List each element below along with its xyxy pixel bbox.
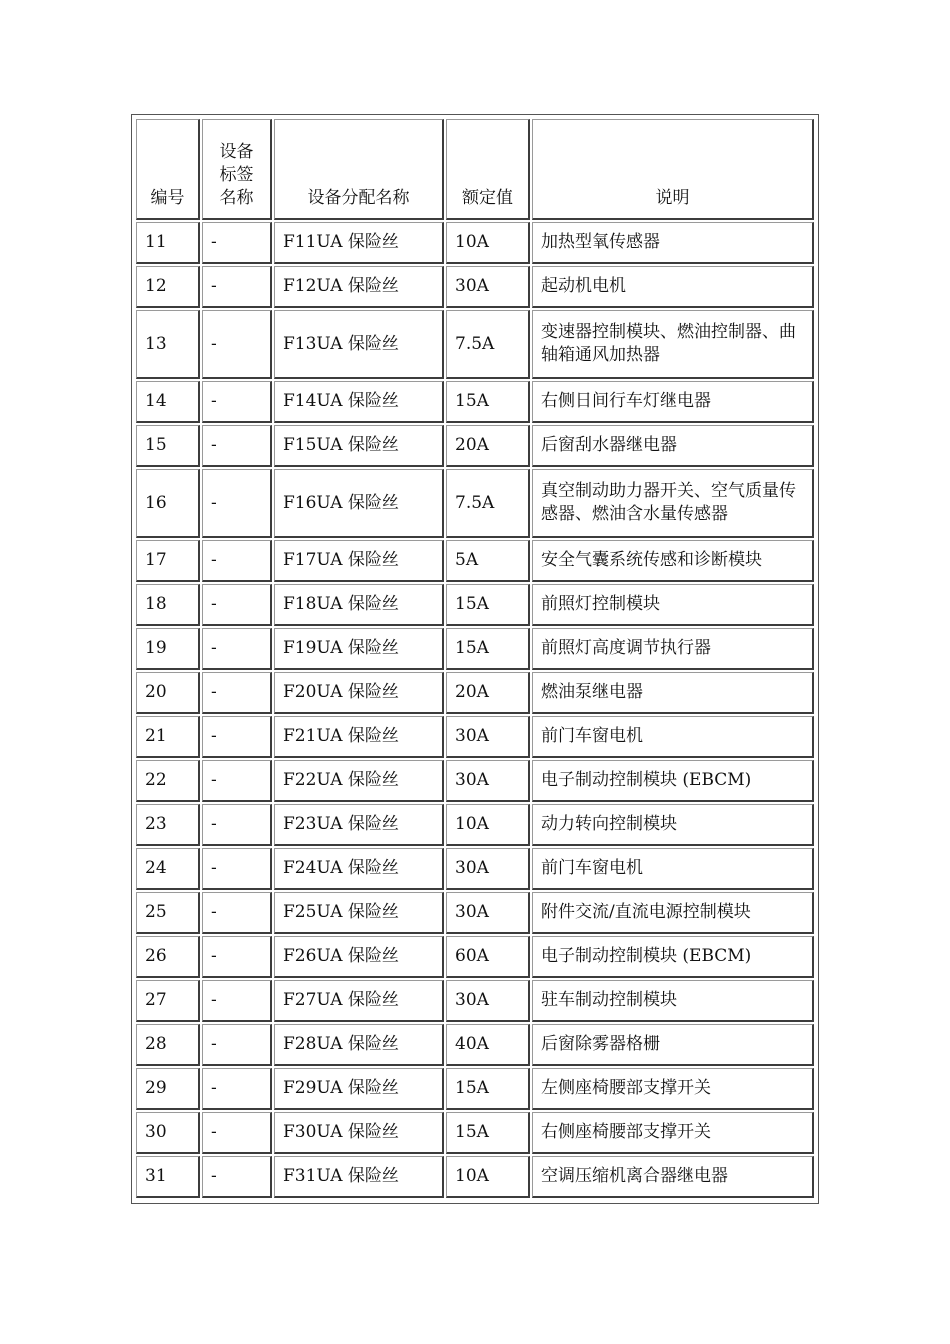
row-description: 前照灯高度调节执行器 bbox=[532, 628, 814, 670]
row-number: 14 bbox=[136, 381, 200, 423]
row-assignment: F17UA 保险丝 bbox=[274, 540, 444, 582]
row-rating: 30A bbox=[446, 716, 530, 758]
table-row bbox=[136, 1112, 814, 1154]
row-description: 安全气囊系统传感和诊断模块 bbox=[532, 540, 814, 582]
table-row bbox=[136, 628, 814, 670]
row-number: 25 bbox=[136, 892, 200, 934]
header-label-line2: 标签 bbox=[219, 165, 254, 185]
row-description: 前门车窗电机 bbox=[532, 848, 814, 890]
row-device-label: - bbox=[202, 266, 272, 308]
row-number: 26 bbox=[136, 936, 200, 978]
row-rating: 5A bbox=[446, 540, 530, 582]
row-rating: 20A bbox=[446, 425, 530, 467]
row-assignment: F12UA 保险丝 bbox=[274, 266, 444, 308]
row-number: 11 bbox=[136, 222, 200, 264]
row-rating: 7.5A bbox=[446, 310, 530, 379]
row-description: 后窗除雾器格栅 bbox=[532, 1024, 814, 1066]
header-device-label bbox=[202, 119, 272, 220]
row-description: 右侧日间行车灯继电器 bbox=[532, 381, 814, 423]
table-row bbox=[136, 266, 814, 308]
row-number: 16 bbox=[136, 469, 200, 538]
table-row bbox=[136, 540, 814, 582]
row-device-label: - bbox=[202, 716, 272, 758]
row-device-label: - bbox=[202, 760, 272, 802]
row-number: 31 bbox=[136, 1156, 200, 1198]
row-device-label: - bbox=[202, 1024, 272, 1066]
header-row bbox=[136, 119, 814, 220]
row-number: 18 bbox=[136, 584, 200, 626]
row-description: 电子制动控制模块 (EBCM) bbox=[532, 760, 814, 802]
row-device-label: - bbox=[202, 1112, 272, 1154]
row-number: 19 bbox=[136, 628, 200, 670]
row-rating: 30A bbox=[446, 980, 530, 1022]
row-number: 13 bbox=[136, 310, 200, 379]
header-label-line3: 名称 bbox=[219, 188, 254, 208]
table-row bbox=[136, 672, 814, 714]
row-device-label: - bbox=[202, 310, 272, 379]
row-assignment: F16UA 保险丝 bbox=[274, 469, 444, 538]
table-row bbox=[136, 1024, 814, 1066]
row-description: 真空制动助力器开关、空气质量传感器、燃油含水量传感器 bbox=[532, 469, 814, 538]
table-row bbox=[136, 469, 814, 538]
row-assignment: F18UA 保险丝 bbox=[274, 584, 444, 626]
row-number: 29 bbox=[136, 1068, 200, 1110]
row-assignment: F27UA 保险丝 bbox=[274, 980, 444, 1022]
row-number: 30 bbox=[136, 1112, 200, 1154]
table-row bbox=[136, 310, 814, 379]
fuse-table-frame bbox=[131, 114, 819, 1204]
row-rating: 10A bbox=[446, 804, 530, 846]
row-assignment: F25UA 保险丝 bbox=[274, 892, 444, 934]
table-row bbox=[136, 980, 814, 1022]
header-label-line1: 设备 bbox=[219, 142, 254, 162]
table-row bbox=[136, 222, 814, 264]
row-rating: 15A bbox=[446, 1068, 530, 1110]
row-description: 变速器控制模块、燃油控制器、曲轴箱通风加热器 bbox=[532, 310, 814, 379]
table-row bbox=[136, 892, 814, 934]
row-number: 21 bbox=[136, 716, 200, 758]
row-device-label: - bbox=[202, 892, 272, 934]
row-rating: 30A bbox=[446, 848, 530, 890]
row-assignment: F11UA 保险丝 bbox=[274, 222, 444, 264]
row-number: 20 bbox=[136, 672, 200, 714]
row-number: 12 bbox=[136, 266, 200, 308]
row-number: 22 bbox=[136, 760, 200, 802]
row-assignment: F22UA 保险丝 bbox=[274, 760, 444, 802]
row-description: 左侧座椅腰部支撑开关 bbox=[532, 1068, 814, 1110]
row-device-label: - bbox=[202, 425, 272, 467]
row-number: 28 bbox=[136, 1024, 200, 1066]
row-assignment: F24UA 保险丝 bbox=[274, 848, 444, 890]
row-number: 15 bbox=[136, 425, 200, 467]
row-rating: 15A bbox=[446, 584, 530, 626]
row-assignment: F28UA 保险丝 bbox=[274, 1024, 444, 1066]
row-rating: 15A bbox=[446, 628, 530, 670]
table-row bbox=[136, 1068, 814, 1110]
row-assignment: F30UA 保险丝 bbox=[274, 1112, 444, 1154]
row-device-label: - bbox=[202, 469, 272, 538]
row-description: 空调压缩机离合器继电器 bbox=[532, 1156, 814, 1198]
row-assignment: F13UA 保险丝 bbox=[274, 310, 444, 379]
row-rating: 30A bbox=[446, 760, 530, 802]
row-device-label: - bbox=[202, 672, 272, 714]
row-rating: 60A bbox=[446, 936, 530, 978]
header-rating: 额定值 bbox=[446, 119, 530, 220]
row-assignment: F15UA 保险丝 bbox=[274, 425, 444, 467]
row-number: 23 bbox=[136, 804, 200, 846]
row-description: 燃油泵继电器 bbox=[532, 672, 814, 714]
table-row bbox=[136, 804, 814, 846]
table-row bbox=[136, 848, 814, 890]
row-number: 24 bbox=[136, 848, 200, 890]
row-number: 27 bbox=[136, 980, 200, 1022]
row-description: 动力转向控制模块 bbox=[532, 804, 814, 846]
row-description: 前门车窗电机 bbox=[532, 716, 814, 758]
row-device-label: - bbox=[202, 848, 272, 890]
table-body bbox=[136, 222, 814, 1198]
header-assignment: 设备分配名称 bbox=[274, 119, 444, 220]
row-description: 电子制动控制模块 (EBCM) bbox=[532, 936, 814, 978]
row-description: 前照灯控制模块 bbox=[532, 584, 814, 626]
table-row bbox=[136, 1156, 814, 1198]
row-device-label: - bbox=[202, 1068, 272, 1110]
row-rating: 20A bbox=[446, 672, 530, 714]
table-row bbox=[136, 381, 814, 423]
row-device-label: - bbox=[202, 1156, 272, 1198]
header-description: 说明 bbox=[532, 119, 814, 220]
row-device-label: - bbox=[202, 628, 272, 670]
row-rating: 15A bbox=[446, 381, 530, 423]
table-row bbox=[136, 584, 814, 626]
row-device-label: - bbox=[202, 584, 272, 626]
row-device-label: - bbox=[202, 540, 272, 582]
row-description: 后窗刮水器继电器 bbox=[532, 425, 814, 467]
row-rating: 7.5A bbox=[446, 469, 530, 538]
row-device-label: - bbox=[202, 222, 272, 264]
row-assignment: F31UA 保险丝 bbox=[274, 1156, 444, 1198]
row-device-label: - bbox=[202, 980, 272, 1022]
row-assignment: F23UA 保险丝 bbox=[274, 804, 444, 846]
row-rating: 10A bbox=[446, 1156, 530, 1198]
row-assignment: F19UA 保险丝 bbox=[274, 628, 444, 670]
row-description: 右侧座椅腰部支撑开关 bbox=[532, 1112, 814, 1154]
row-rating: 30A bbox=[446, 892, 530, 934]
row-rating: 30A bbox=[446, 266, 530, 308]
row-description: 起动机电机 bbox=[532, 266, 814, 308]
row-device-label: - bbox=[202, 936, 272, 978]
table-row bbox=[136, 936, 814, 978]
row-description: 驻车制动控制模块 bbox=[532, 980, 814, 1022]
row-assignment: F26UA 保险丝 bbox=[274, 936, 444, 978]
row-assignment: F14UA 保险丝 bbox=[274, 381, 444, 423]
row-assignment: F20UA 保险丝 bbox=[274, 672, 444, 714]
row-rating: 10A bbox=[446, 222, 530, 264]
row-description: 附件交流/直流电源控制模块 bbox=[532, 892, 814, 934]
table-row bbox=[136, 425, 814, 467]
row-rating: 15A bbox=[446, 1112, 530, 1154]
row-rating: 40A bbox=[446, 1024, 530, 1066]
row-assignment: F21UA 保险丝 bbox=[274, 716, 444, 758]
row-device-label: - bbox=[202, 381, 272, 423]
header-number: 编号 bbox=[136, 119, 200, 220]
row-description: 加热型氧传感器 bbox=[532, 222, 814, 264]
fuse-table bbox=[134, 117, 816, 1200]
row-device-label: - bbox=[202, 804, 272, 846]
row-assignment: F29UA 保险丝 bbox=[274, 1068, 444, 1110]
table-row bbox=[136, 716, 814, 758]
row-number: 17 bbox=[136, 540, 200, 582]
table-row bbox=[136, 760, 814, 802]
